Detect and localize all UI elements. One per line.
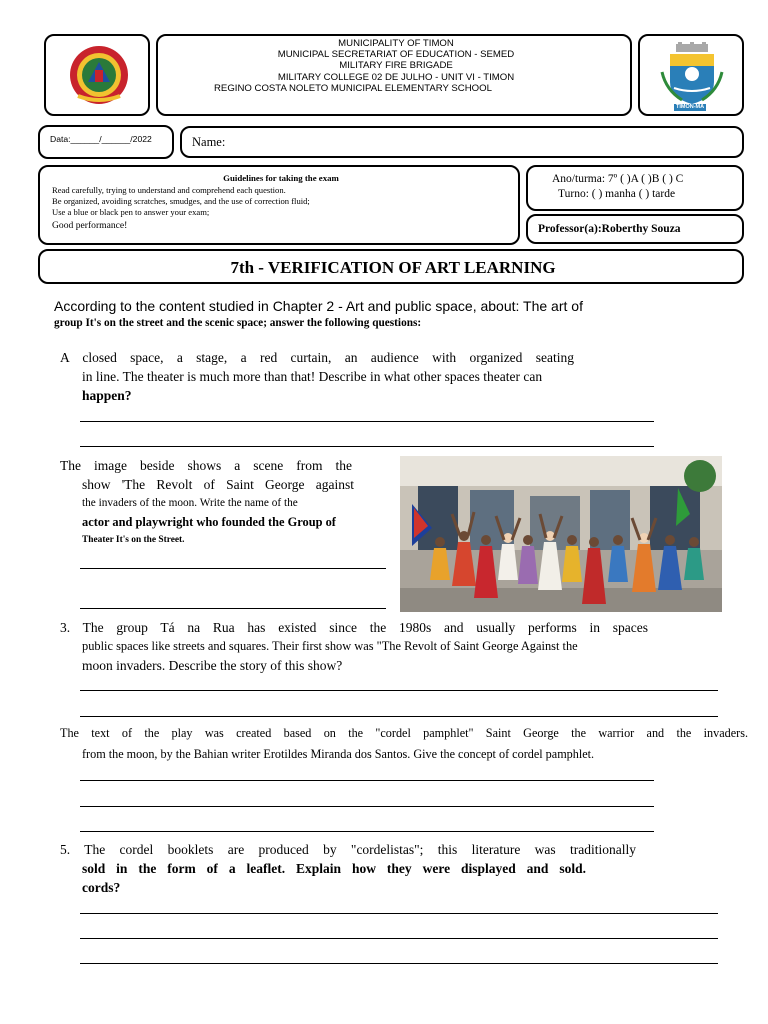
answer-line[interactable] [80,608,386,609]
guidelines-title: Guidelines for taking the exam [223,173,339,183]
question-4-line: from the moon, by the Bahian writer Erotildes Miranda dos Santos. Give the concept of cordel pamphlet. [82,747,595,761]
city-coat-of-arms-icon [660,42,724,110]
question-3-line: public spaces like streets and squares. Their first show was "The Revolt of Saint George Against the [82,639,578,653]
header-box [156,34,632,116]
answer-line[interactable] [80,568,386,569]
school-crest-icon [64,44,134,106]
date-label: Data:______/______/2022 [50,134,152,144]
question-2-line: show 'The Revolt of Saint George against [82,477,354,492]
exam-title: 7th - VERIFICATION OF ART LEARNING [230,258,556,277]
intro-text: According to the content studied in Chapter 2 - Art and public space, about: The art of [54,298,583,314]
guideline-item: Be organized, avoiding scratches, smudges, and the use of correction fluid; [52,196,310,207]
class-selector[interactable]: Ano/turma: 7º ( )A ( )B ( ) C [552,173,684,185]
question-1-line: in line. The theater is much more than that! Describe in what other spaces theater can [82,369,543,384]
date-box [38,125,174,159]
intro-text-2: group It's on the street and the scenic space; answer the following questions: [54,317,422,329]
question-4-line: The text of the play was created based on the "cordel pamphlet" Saint George the warrior and the invaders. [60,726,748,740]
question-5-line: cords? [82,880,121,895]
answer-line[interactable] [80,806,654,807]
class-box [526,165,744,211]
header-line: REGINO COSTA NOLETO MUNICIPAL ELEMENTARY SCHOOL [214,82,492,94]
answer-line[interactable] [80,780,654,781]
name-box[interactable] [180,126,744,158]
question-2-line: the invaders of the moon. Write the name of the [82,497,298,509]
answer-line[interactable] [80,913,718,914]
answer-line[interactable] [80,690,718,691]
left-logo-frame [44,34,150,116]
header-line: MUNICIPAL SECRETARIAT OF EDUCATION - SEMED [277,49,515,61]
right-logo-frame [638,34,744,116]
answer-line[interactable] [80,446,654,447]
guideline-item: Good performance! [52,219,128,231]
header-line: MUNICIPALITY OF TIMON [338,38,454,49]
question-3-line: moon invaders. Describe the story of this show? [82,658,343,673]
question-1-line: A closed space, a stage, a red curtain, an audience with organized seating [60,350,574,365]
question-5-line: sold in the form of a leaflet. Explain how they were displayed and sold. [82,861,586,876]
shift-selector[interactable]: Turno: ( ) manha ( ) tarde [558,188,676,200]
answer-line[interactable] [80,938,718,939]
header-line: MILITARY FIRE BRIGADE [339,60,453,72]
guideline-item: Use a blue or black pen to answer your exam; [52,207,210,218]
answer-line[interactable] [80,421,654,422]
question-2-line: actor and playwright who founded the Group of [82,515,336,529]
question-1-line: happen? [82,388,132,403]
answer-line[interactable] [80,963,718,964]
question-2-line: Theater It's on the Street. [82,535,185,545]
question-5-line: 5. The cordel booklets are produced by "cordelistas"; this literature was traditionally [60,842,636,857]
name-label: Name: [192,135,226,149]
teacher-label: Professor(a):Roberthy Souza [538,223,681,235]
guidelines-box [38,165,520,245]
answer-line[interactable] [80,831,654,832]
header-line: MILITARY COLLEGE 02 DE JULHO - UNIT VI - TIMON [277,71,515,83]
exam-title-box [38,249,744,284]
question-3-line: 3. The group Tá na Rua has existed since the 1980s and usually performs in spaces [60,620,648,635]
question-2-line: The image beside shows a scene from the [60,458,352,473]
street-theater-photo [400,456,722,612]
city-logo-label: TIMON-MA [676,104,705,110]
answer-line[interactable] [80,716,718,717]
guideline-item: Read carefully, trying to understand and comprehend each question. [52,185,286,195]
teacher-box [526,214,744,244]
